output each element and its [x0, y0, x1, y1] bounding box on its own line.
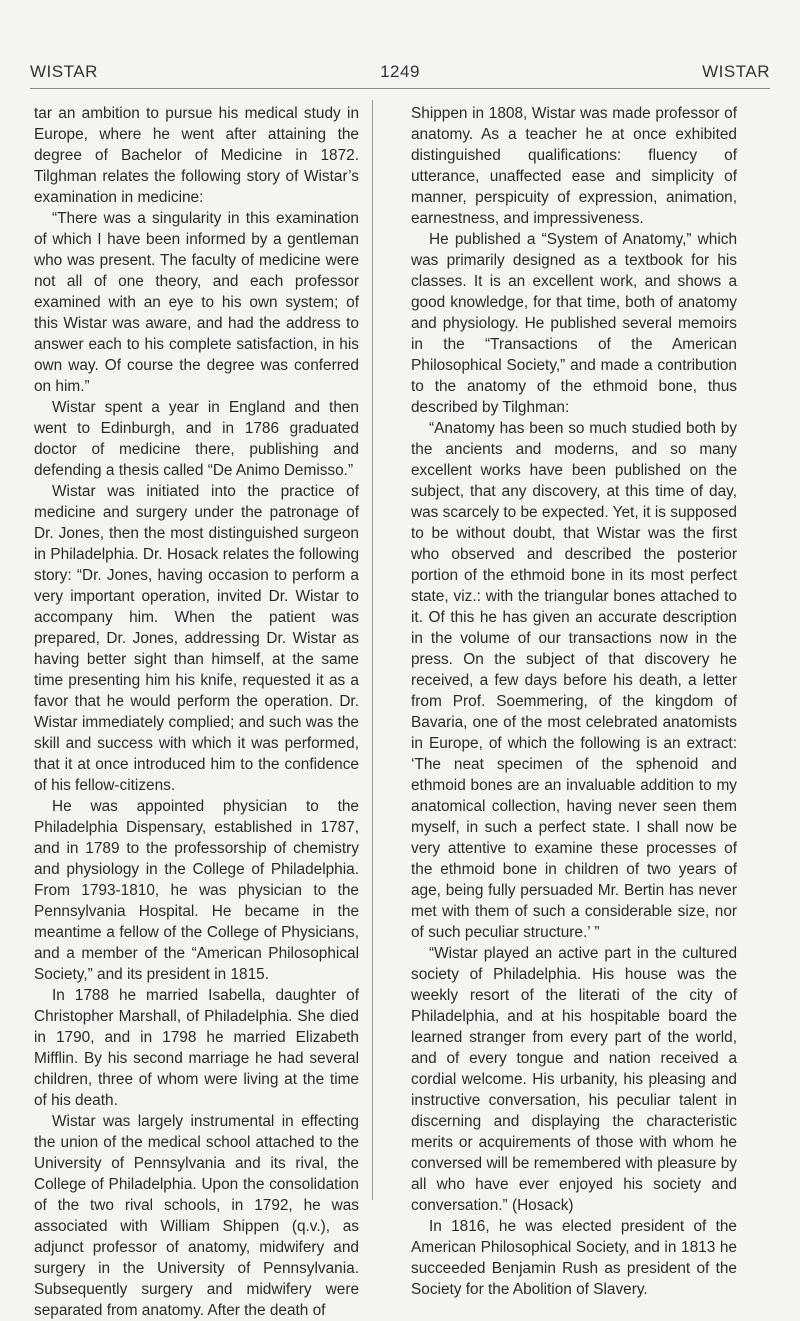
paragraph: He published a “System of Anatomy,” which was primarily designed as a textbook for his classes. It is an excellent work, and shows a good knowledge, for that time, both of anatomy and physiology. He published several memoirs in the “Transactions of the American Philosophical Society,” and made a contribution to the anatomy of the ethmoid bone, thus described by Tilghman: [411, 231, 737, 416]
header-left-title: WISTAR [30, 62, 98, 81]
header-right-title: WISTAR [702, 62, 770, 81]
paragraph: “There was a singularity in this examination of which I have been informed by a gentleman who was present. The faculty of medicine were not all of one theory, and each professor examined with an eye to his own system; of this Wistar was aware, and had the address to answer each to his complete satisfaction, in his own way. Of course the degree was conferred on him.” [34, 210, 359, 395]
left-column [34, 103, 359, 1321]
paragraph: In 1816, he was elected president of the American Philosophical Society, and in 1813 he succeeded Benjamin Rush as president of the Society for the Abolition of Slavery. [411, 1218, 737, 1298]
paragraph: In 1788 he married Isabella, daughter of Christopher Marshall, of Philadelphia. She died in 1790, and in 1798 he married Elizabeth Mifflin. By his second marriage he had several children, three of whom were living at the time of his death. [34, 987, 359, 1109]
right-column [411, 103, 737, 1300]
paragraph: tar an ambition to pursue his medical study in Europe, where he went after attaining the degree of Bachelor of Medicine in 1872. Tilghman relates the following story of Wistar’s examination in medicine: [34, 105, 359, 206]
paragraph: Wistar spent a year in England and then went to Edinburgh, and in 1786 graduated doctor of medicine there, publishing and defending a thesis called “De Animo Demisso.” [34, 399, 359, 479]
header-rule [30, 88, 770, 89]
column-divider [372, 100, 373, 1200]
paragraph: Wistar was largely instrumental in effecting the union of the medical school attached to the University of Pennsylvania and its rival, the College of Philadelphia. Upon the consolidation of the two rival schools, in 1792, he was associated with William Shippen (q.v.), as adjunct professor of anatomy, midwifery and surgery in the University of Pennsylvania. Subsequently surgery and midwifery were separated from anatomy. After the death of [34, 1113, 359, 1319]
paragraph: He was appointed physician to the Philadelphia Dispensary, established in 1787, and in 1789 to the professorship of chemistry and physiology in the College of Philadelphia. From 1793-1810, he was physician to the Pennsylvania Hospital. He became in the meantime a fellow of the College of Physicians, and a member of the “American Philosophical Society,” and its president in 1815. [34, 798, 359, 983]
paragraph: “Anatomy has been so much studied both by the ancients and moderns, and so many excellent works have been published on the subject, that any discovery, at this time of day, was scarcely to be expected. Yet, it is supposed to be without doubt, that Wistar was the first who observed and described the posterior portion of the ethmoid bone in its most perfect state, viz.: with the triangular bones attached to it. Of this he has given an accurate description in the volume of our transactions now in the press. On the subject of that discovery he received, a few days before his death, a letter from Prof. Soemmering, of the kingdom of Bavaria, one of the most celebrated anatomists in Europe, of which the following is an extract: ‘The neat specimen of the sphenoid and ethmoid bones are an invaluable addition to my anatomical collection, having never seen them myself, in such a perfect state. I shall now be very attentive to examine these processes of the ethmoid bone in children of two years of age, being fully persuaded Mr. Bertin has never met with them of such a considerable size, nor of such peculiar structure.’ ” [411, 420, 737, 941]
page-number: 1249 [380, 62, 420, 81]
paragraph: Wistar was initiated into the practice of medicine and surgery under the patronage of Dr. Jones, then the most distinguished surgeon in Philadelphia. Dr. Hosack relates the following story: “Dr. Jones, having occasion to perform a very important operation, invited Dr. Wistar to accompany him. When the patient was prepared, Dr. Jones, addressing Dr. Wistar as having better sight than himself, at the same time presenting him his knife, requested it as a favor that he would perform the operation. Dr. Wistar immediately complied; and such was the skill and success with which it was performed, that it at once introduced him to the confidence of his fellow-citizens. [34, 483, 359, 794]
paragraph: Shippen in 1808, Wistar was made professor of anatomy. As a teacher he at once exhibited distinguished qualifications: fluency of utterance, unaffected ease and simplicity of manner, perspicuity of expression, animation, earnestness, and impressiveness. [411, 105, 737, 227]
paragraph: “Wistar played an active part in the cultured society of Philadelphia. His house was the weekly resort of the literati of the city of Philadelphia, and at his hospitable board the learned stranger from every part of the world, and of every tongue and nation received a cordial welcome. His urbanity, his pleasing and instructive conversation, his peculiar talent in discerning and displaying the characteristic merits or acquirements of those with whom he conversed will be remembered with pleasure by all who have ever enjoyed his society and conversation.” (Hosack) [411, 945, 737, 1214]
